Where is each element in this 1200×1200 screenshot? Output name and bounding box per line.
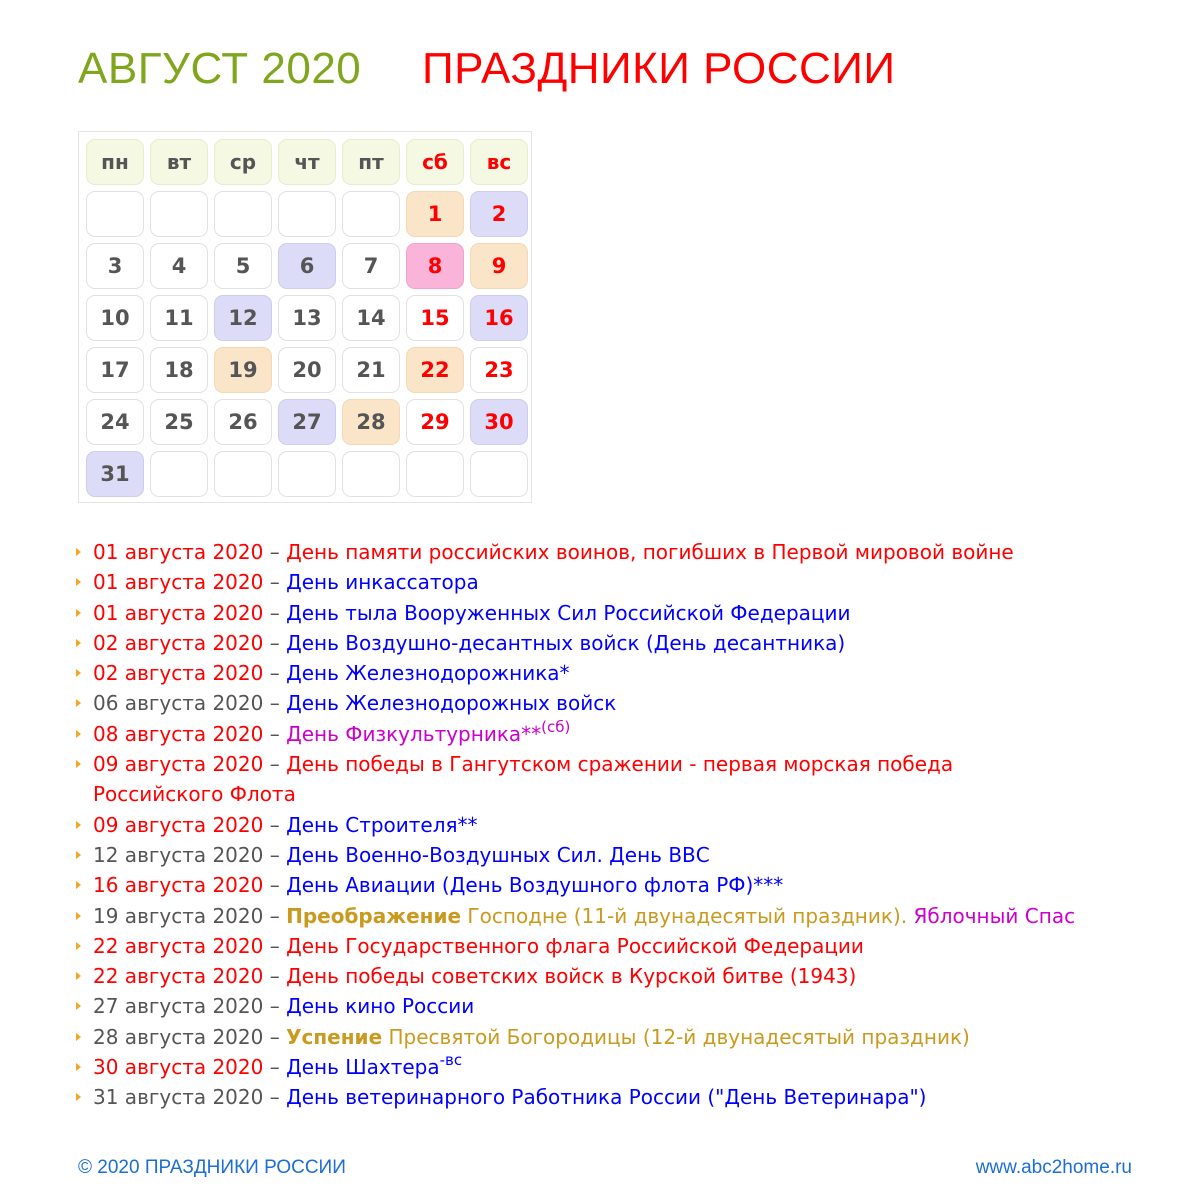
holiday-date: 09 августа 2020 bbox=[93, 752, 264, 777]
holiday-name: Преображение bbox=[286, 903, 462, 928]
holiday-name: День Физкультурника** bbox=[286, 721, 542, 746]
day-2: 2 bbox=[470, 191, 528, 237]
holiday-name: День Строителя** bbox=[286, 812, 478, 837]
holiday-name: День Авиации (День Воздушного флота РФ)*** bbox=[286, 873, 784, 898]
holiday-dash: – bbox=[269, 812, 280, 837]
day-8: 8 bbox=[406, 243, 464, 289]
bullet-icon bbox=[76, 1002, 81, 1010]
holiday-name: Успение bbox=[286, 1024, 383, 1049]
holiday-date: 02 августа 2020 bbox=[93, 630, 264, 655]
day-empty bbox=[342, 191, 400, 237]
holiday-dash: – bbox=[269, 1055, 280, 1080]
holiday-dash: – bbox=[269, 933, 280, 958]
holiday-list bbox=[76, 537, 1186, 1113]
holiday-name-rest: Господне (11-й двунадесятый праздник). bbox=[461, 903, 908, 928]
holiday-date: 01 августа 2020 bbox=[93, 600, 264, 625]
day-empty bbox=[470, 451, 528, 497]
holiday-item bbox=[76, 840, 1186, 870]
day-28: 28 bbox=[342, 399, 400, 445]
day-11: 11 bbox=[150, 295, 208, 341]
holiday-date: 27 августа 2020 bbox=[93, 994, 264, 1019]
holiday-name: День Железнодорожных войск bbox=[286, 691, 617, 716]
day-3: 3 bbox=[86, 243, 144, 289]
holiday-item bbox=[76, 991, 1186, 1021]
holiday-dash: – bbox=[269, 691, 280, 716]
holiday-item bbox=[76, 688, 1186, 718]
holiday-item bbox=[76, 567, 1186, 597]
holiday-item bbox=[76, 870, 1186, 900]
bullet-icon bbox=[76, 1063, 81, 1071]
day-20: 20 bbox=[278, 347, 336, 393]
holiday-date: 31 августа 2020 bbox=[93, 1085, 264, 1110]
day-empty bbox=[150, 191, 208, 237]
holiday-item bbox=[76, 961, 1186, 991]
footer-website-link[interactable]: www.abc2home.ru bbox=[975, 1157, 1132, 1178]
holiday-name: День победы в Гангутском сражении - первая морская победа Российского Флота bbox=[93, 752, 954, 807]
day-5: 5 bbox=[214, 243, 272, 289]
bullet-icon bbox=[76, 942, 81, 950]
day-27: 27 bbox=[278, 399, 336, 445]
holiday-dash: – bbox=[269, 600, 280, 625]
weekday-wed: ср bbox=[214, 139, 272, 185]
day-10: 10 bbox=[86, 295, 144, 341]
holiday-item bbox=[76, 628, 1186, 658]
weekday-sun: вс bbox=[470, 139, 528, 185]
holiday-dash: – bbox=[269, 630, 280, 655]
holiday-item bbox=[76, 901, 1186, 931]
holiday-date: 12 августа 2020 bbox=[93, 842, 264, 867]
bullet-icon bbox=[76, 578, 81, 586]
holiday-date: 09 августа 2020 bbox=[93, 812, 264, 837]
day-6: 6 bbox=[278, 243, 336, 289]
bullet-icon bbox=[76, 699, 81, 707]
holiday-name: День кино России bbox=[286, 994, 475, 1019]
holiday-item bbox=[76, 1082, 1186, 1112]
holiday-dash: – bbox=[269, 1085, 280, 1110]
bullet-icon bbox=[76, 1033, 81, 1041]
holiday-name-extra: Яблочный Спас bbox=[907, 903, 1076, 928]
bullet-icon bbox=[76, 821, 81, 829]
holiday-item bbox=[76, 658, 1186, 688]
holiday-dash: – bbox=[269, 570, 280, 595]
weekday-tue: вт bbox=[150, 139, 208, 185]
day-15: 15 bbox=[406, 295, 464, 341]
day-7: 7 bbox=[342, 243, 400, 289]
bullet-icon bbox=[76, 881, 81, 889]
day-23: 23 bbox=[470, 347, 528, 393]
holiday-date: 02 августа 2020 bbox=[93, 661, 264, 686]
bullet-icon bbox=[76, 639, 81, 647]
bullet-icon bbox=[76, 548, 81, 556]
holiday-item bbox=[76, 537, 1186, 567]
holiday-dash: – bbox=[269, 842, 280, 867]
holiday-item bbox=[76, 598, 1186, 628]
holiday-name: День Государственного флага Российской Федерации bbox=[286, 933, 864, 958]
holiday-date: 19 августа 2020 bbox=[93, 903, 264, 928]
holiday-date: 06 августа 2020 bbox=[93, 691, 264, 716]
holiday-date: 30 августа 2020 bbox=[93, 1055, 264, 1080]
day-18: 18 bbox=[150, 347, 208, 393]
holiday-name: День Воздушно-десантных войск (День десантника) bbox=[286, 630, 846, 655]
bullet-icon bbox=[76, 760, 81, 768]
holiday-name: День победы советских войск в Курской битве (1943) bbox=[286, 964, 857, 989]
bullet-icon bbox=[76, 1093, 81, 1101]
day-empty bbox=[342, 451, 400, 497]
day-16: 16 bbox=[470, 295, 528, 341]
weekday-fri: пт bbox=[342, 139, 400, 185]
day-empty bbox=[150, 451, 208, 497]
holiday-item bbox=[76, 719, 1186, 749]
day-empty bbox=[278, 191, 336, 237]
day-empty bbox=[406, 451, 464, 497]
holiday-item bbox=[76, 931, 1186, 961]
holiday-date: 01 августа 2020 bbox=[93, 570, 264, 595]
holiday-date: 28 августа 2020 bbox=[93, 1024, 264, 1049]
bullet-icon bbox=[76, 912, 81, 920]
day-empty bbox=[214, 451, 272, 497]
holiday-dash: – bbox=[269, 721, 280, 746]
holiday-item bbox=[76, 1052, 1186, 1082]
day-30: 30 bbox=[470, 399, 528, 445]
holiday-dash: – bbox=[269, 661, 280, 686]
holiday-date: 16 августа 2020 bbox=[93, 873, 264, 898]
day-empty bbox=[86, 191, 144, 237]
holiday-name: День памяти российских воинов, погибших в Первой мировой войне bbox=[286, 540, 1014, 564]
holiday-date: 08 августа 2020 bbox=[93, 721, 264, 746]
day-13: 13 bbox=[278, 295, 336, 341]
bullet-icon bbox=[76, 972, 81, 980]
day-4: 4 bbox=[150, 243, 208, 289]
day-empty bbox=[214, 191, 272, 237]
holiday-name: День Железнодорожника* bbox=[286, 661, 570, 686]
day-26: 26 bbox=[214, 399, 272, 445]
holiday-item bbox=[76, 1022, 1186, 1052]
holiday-note: (сб) bbox=[541, 717, 571, 736]
holiday-dash: – bbox=[269, 964, 280, 989]
day-empty bbox=[278, 451, 336, 497]
holiday-dash: – bbox=[269, 540, 280, 564]
calendar-grid bbox=[78, 131, 532, 503]
day-21: 21 bbox=[342, 347, 400, 393]
holiday-date: 22 августа 2020 bbox=[93, 933, 264, 958]
holiday-dash: – bbox=[269, 994, 280, 1019]
holiday-date: 01 августа 2020 bbox=[93, 540, 264, 564]
day-22: 22 bbox=[406, 347, 464, 393]
holiday-name: День Шахтера bbox=[286, 1055, 440, 1080]
bullet-icon bbox=[76, 851, 81, 859]
holiday-dash: – bbox=[269, 873, 280, 898]
day-9: 9 bbox=[470, 243, 528, 289]
day-17: 17 bbox=[86, 347, 144, 393]
day-31: 31 bbox=[86, 451, 144, 497]
day-25: 25 bbox=[150, 399, 208, 445]
holiday-item bbox=[76, 749, 993, 810]
holiday-name: День тыла Вооруженных Сил Российской Федерации bbox=[286, 600, 851, 625]
day-14: 14 bbox=[342, 295, 400, 341]
day-12: 12 bbox=[214, 295, 272, 341]
holiday-name: День Военно-Воздушных Сил. День ВВС bbox=[286, 842, 710, 867]
weekday-thu: чт bbox=[278, 139, 336, 185]
holidays-title: ПРАЗДНИКИ РОССИИ bbox=[422, 44, 896, 93]
holiday-name-rest: Пресвятой Богородицы (12-й двунадесятый праздник) bbox=[382, 1024, 970, 1049]
bullet-icon bbox=[76, 609, 81, 617]
day-1: 1 bbox=[406, 191, 464, 237]
holiday-note: -вс bbox=[439, 1051, 463, 1070]
day-24: 24 bbox=[86, 399, 144, 445]
holiday-item bbox=[76, 810, 1186, 840]
holiday-dash: – bbox=[269, 903, 280, 928]
bullet-icon bbox=[76, 730, 81, 738]
day-29: 29 bbox=[406, 399, 464, 445]
weekday-sat: сб bbox=[406, 139, 464, 185]
month-title: АВГУСТ 2020 bbox=[78, 44, 362, 93]
holiday-name: День ветеринарного Работника России ("День Ветеринара") bbox=[286, 1085, 927, 1110]
weekday-mon: пн bbox=[86, 139, 144, 185]
holiday-dash: – bbox=[269, 1024, 280, 1049]
holiday-dash: – bbox=[269, 752, 280, 777]
bullet-icon bbox=[76, 669, 81, 677]
day-19: 19 bbox=[214, 347, 272, 393]
holiday-name: День инкассатора bbox=[286, 570, 479, 595]
holiday-date: 22 августа 2020 bbox=[93, 964, 264, 989]
footer-copyright: © 2020 ПРАЗДНИКИ РОССИИ bbox=[78, 1157, 346, 1178]
